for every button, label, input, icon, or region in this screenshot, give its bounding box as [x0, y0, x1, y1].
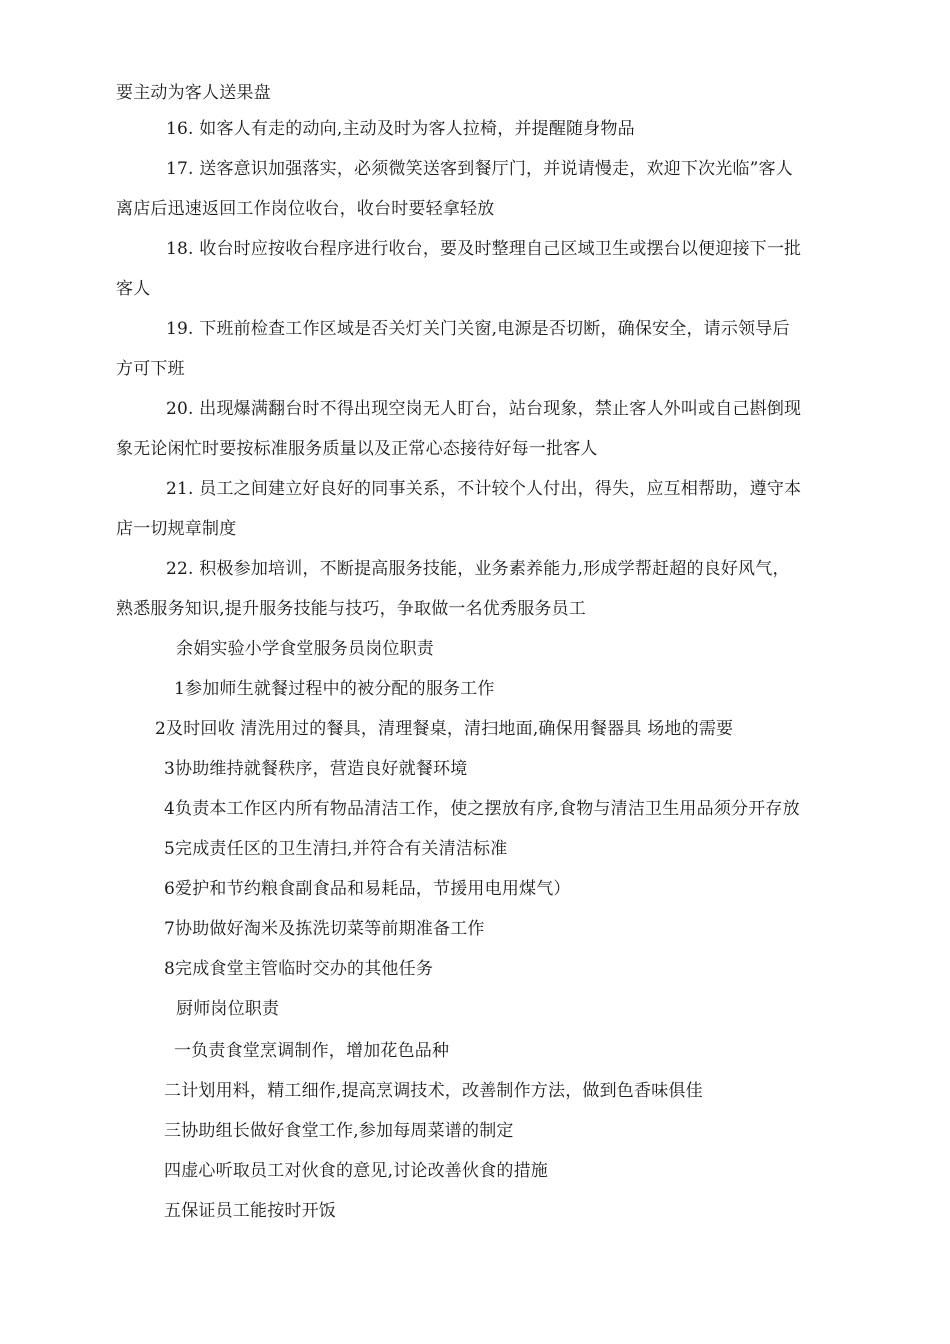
text-line: 方可下班 [116, 359, 185, 379]
text-line: 3协助维持就餐秩序，营造良好就餐环境 [164, 759, 468, 779]
text-line: 熟悉服务知识,提升服务技能与技巧，争取做一名优秀服务员工 [116, 599, 587, 619]
text-line: 要主动为客人送果盘 [116, 83, 271, 103]
text-line: 21. 员工之间建立好良好的同事关系，不计较个人付出，得失，应互相帮助，遵守本 [166, 479, 802, 499]
text-line: 8完成食堂主管临时交办的其他任务 [164, 959, 434, 979]
text-line: 7协助做好淘米及拣洗切菜等前期准备工作 [164, 919, 485, 939]
text-line: 三协助组长做好食堂工作,参加每周菜谱的制定 [164, 1121, 514, 1141]
section-heading: 厨师岗位职责 [176, 999, 280, 1019]
text-line: 五保证员工能按时开饭 [164, 1201, 336, 1221]
text-line: 5完成责任区的卫生清扫,并符合有关清洁标准 [164, 839, 508, 859]
text-line: 16. 如客人有走的动向,主动及时为客人拉椅，并提醒随身物品 [166, 119, 635, 139]
text-line: 4负责本工作区内所有物品清洁工作，使之摆放有序,食物与清洁卫生用品须分开存放 [164, 799, 800, 819]
text-line: 2及时回收 清洗用过的餐具，清理餐桌，清扫地面,确保用餐器具 场地的需要 [155, 719, 734, 739]
text-line: 四虚心听取员工对伙食的意见,讨论改善伙食的措施 [164, 1161, 549, 1181]
text-line: 店一切规章制度 [116, 519, 237, 539]
text-line: 1参加师生就餐过程中的被分配的服务工作 [174, 679, 495, 699]
text-line: 象无论闲忙时要按标准服务质量以及正常心态接待好每一批客人 [116, 439, 598, 459]
text-line: 二计划用料，精工细作,提高烹调技术，改善制作方法，做到色香味俱佳 [164, 1081, 703, 1101]
text-line: 一负责食堂烹调制作，增加花色品种 [174, 1041, 450, 1061]
text-line: 离店后迅速返回工作岗位收台，收台时要轻拿轻放 [116, 199, 495, 219]
text-line: 18. 收台时应按收台程序进行收台，要及时整理自己区域卫生或摆台以便迎接下一批 [166, 239, 802, 259]
text-line: 20. 出现爆满翻台时不得出现空岗无人盯台，站台现象，禁止客人外叫或自己斟倒现 [166, 399, 802, 419]
section-heading: 余娟实验小学食堂服务员岗位职责 [176, 639, 434, 659]
text-line: 22. 积极参加培训，不断提高服务技能，业务素养能力,形成学帮赶超的良好风气， [166, 559, 790, 579]
text-line: 客人 [116, 279, 151, 299]
text-line: 17. 送客意识加强落实，必须微笑送客到餐厅门，并说请慢走，欢迎下次光临”客人 [166, 159, 793, 179]
text-line: 6爱护和节约粮食副食品和易耗品，节援用电用煤气） [164, 879, 571, 899]
text-line: 19. 下班前检查工作区域是否关灯关门关窗,电源是否切断，确保安全，请示领导后 [166, 319, 790, 339]
